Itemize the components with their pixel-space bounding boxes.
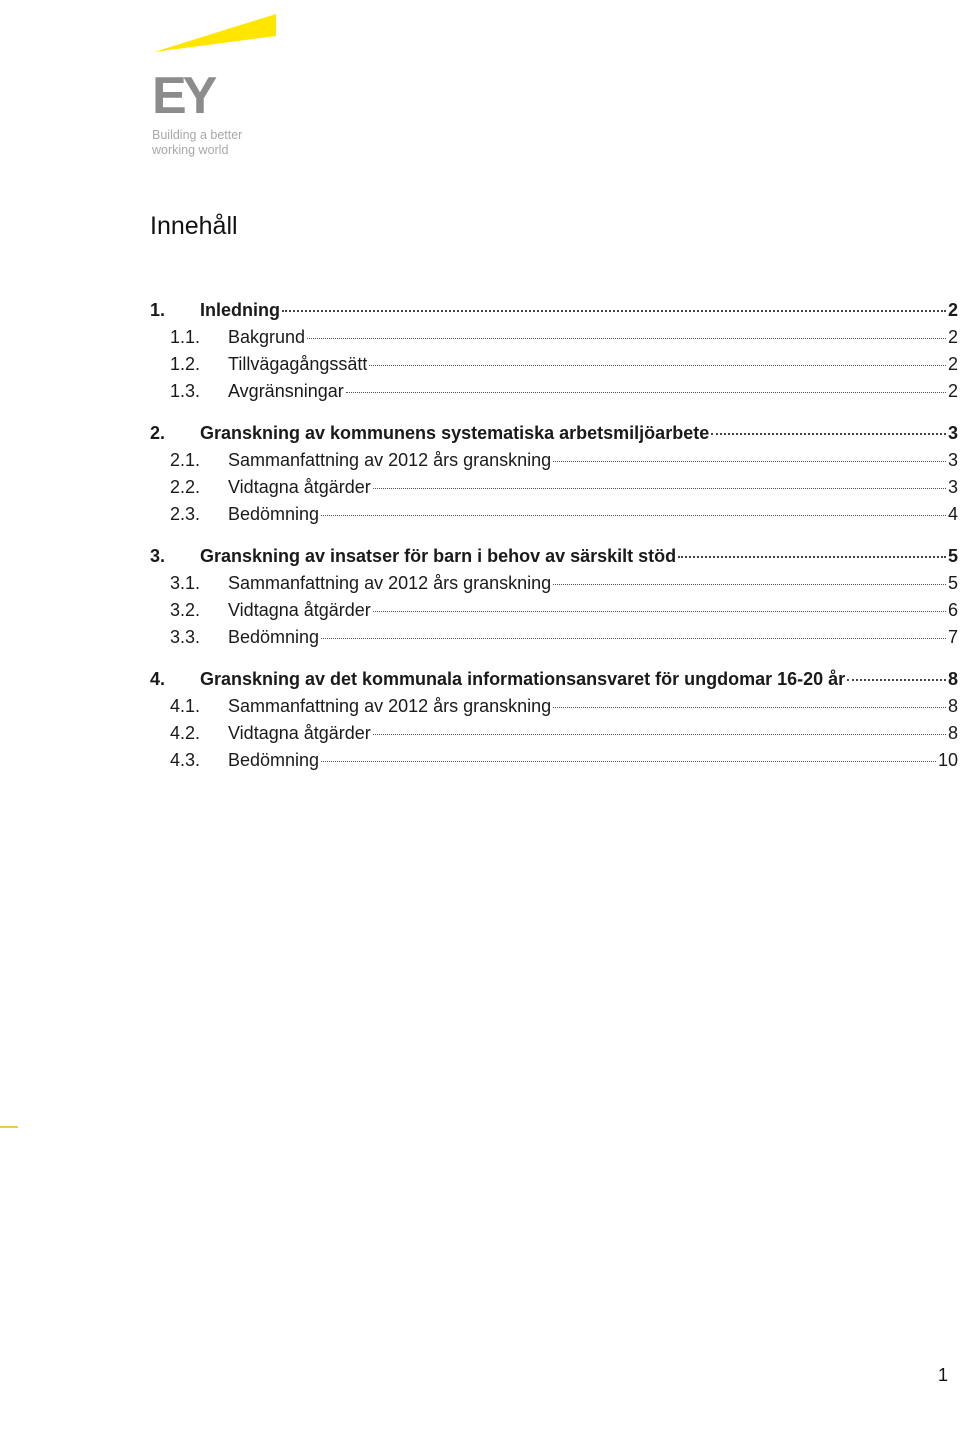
toc-entry-title: Bakgrund	[228, 327, 306, 347]
toc-dot-leader	[847, 675, 946, 681]
toc-entry-page: 4	[947, 504, 958, 524]
toc-dot-leader	[711, 429, 946, 435]
toc-dot-leader	[678, 552, 946, 558]
ey-tagline: Building a better working world	[152, 128, 243, 157]
toc-heading: Innehåll	[150, 212, 238, 240]
toc-entry-number: 1.3.	[170, 381, 201, 401]
toc-entry-number: 3.2.	[170, 600, 201, 620]
toc-entry-number: 1.	[150, 300, 166, 320]
margin-mark	[0, 1126, 18, 1128]
toc-section	[150, 419, 960, 528]
toc-entry-page: 8	[947, 723, 958, 743]
toc-entry-number: 4.3.	[170, 750, 201, 770]
toc-entry-title: Vidtagna åtgärder	[228, 477, 371, 497]
toc-entry-title: Sammanfattning av 2012 års granskning	[228, 696, 552, 716]
toc-subsection-entry[interactable]	[150, 747, 960, 774]
toc-chapter-entry[interactable]	[150, 296, 960, 324]
toc-section	[150, 542, 960, 651]
toc-entry-page: 5	[947, 546, 958, 566]
toc-entry-page: 3	[947, 450, 958, 470]
toc-entry-title: Bedömning	[228, 627, 320, 647]
toc-entry-number: 1.2.	[170, 354, 201, 374]
toc-dot-leader	[369, 361, 946, 366]
toc-entry-title: Sammanfattning av 2012 års granskning	[228, 573, 552, 593]
toc-entry-number: 2.2.	[170, 477, 201, 497]
toc-dot-leader	[373, 730, 946, 735]
toc-entry-page: 2	[947, 381, 958, 401]
toc-subsection-entry[interactable]	[150, 693, 960, 720]
toc-entry-number: 2.1.	[170, 450, 201, 470]
toc-entry-title: Vidtagna åtgärder	[228, 723, 371, 743]
toc-section	[150, 296, 960, 405]
toc-entry-page: 6	[947, 600, 958, 620]
toc-dot-leader	[321, 511, 946, 516]
toc-entry-page: 8	[947, 669, 958, 689]
toc-entry-title: Sammanfattning av 2012 års granskning	[228, 450, 552, 470]
toc-section	[150, 665, 960, 774]
toc-dot-leader	[307, 334, 946, 339]
toc-subsection-entry[interactable]	[150, 624, 960, 651]
toc-entry-number: 1.1.	[170, 327, 201, 347]
toc-entry-title: Bedömning	[228, 504, 320, 524]
toc-entry-number: 2.	[150, 423, 166, 443]
toc-entry-page: 2	[947, 300, 958, 320]
toc-dot-leader	[373, 484, 946, 489]
toc-entry-title: Tillvägagångssätt	[228, 354, 368, 374]
toc-entry-page: 7	[947, 627, 958, 647]
toc-entry-title: Avgränsningar	[228, 381, 344, 401]
toc-chapter-entry[interactable]	[150, 419, 960, 447]
toc-dot-leader	[321, 634, 946, 639]
ey-mark: EY	[152, 67, 214, 125]
toc-subsection-entry[interactable]	[150, 324, 960, 351]
toc-subsection-entry[interactable]	[150, 501, 960, 528]
toc-subsection-entry[interactable]	[150, 351, 960, 378]
toc-subsection-entry[interactable]	[150, 570, 960, 597]
toc-entry-number: 3.1.	[170, 573, 201, 593]
toc-dot-leader	[282, 306, 946, 312]
toc-dot-leader	[346, 388, 946, 393]
toc-dot-leader	[321, 757, 936, 762]
toc-dot-leader	[373, 607, 946, 612]
table-of-contents	[150, 296, 960, 788]
toc-subsection-entry[interactable]	[150, 597, 960, 624]
toc-entry-page: 3	[947, 423, 958, 443]
toc-entry-number: 4.	[150, 669, 166, 689]
toc-chapter-entry[interactable]	[150, 542, 960, 570]
toc-entry-title: Vidtagna åtgärder	[228, 600, 371, 620]
toc-entry-title: Granskning av kommunens systematiska arbetsmiljöarbete	[200, 423, 710, 443]
toc-subsection-entry[interactable]	[150, 474, 960, 501]
toc-entry-page: 5	[947, 573, 958, 593]
toc-chapter-entry[interactable]	[150, 665, 960, 693]
toc-entry-title: Granskning av insatser för barn i behov av särskilt stöd	[200, 546, 677, 566]
toc-entry-title: Inledning	[200, 300, 280, 320]
toc-entry-page: 2	[947, 327, 958, 347]
toc-entry-page: 2	[947, 354, 958, 374]
toc-subsection-entry[interactable]	[150, 720, 960, 747]
toc-entry-number: 3.3.	[170, 627, 201, 647]
toc-entry-number: 3.	[150, 546, 166, 566]
toc-subsection-entry[interactable]	[150, 447, 960, 474]
toc-dot-leader	[553, 703, 946, 708]
page-number: 1	[937, 1365, 948, 1385]
toc-entry-page: 8	[947, 696, 958, 716]
toc-entry-title: Granskning av det kommunala informationsansvaret för ungdomar 16-20 år	[200, 669, 846, 689]
toc-entry-page: 3	[947, 477, 958, 497]
toc-dot-leader	[553, 580, 946, 585]
toc-entry-number: 4.2.	[170, 723, 201, 743]
ey-logo	[150, 14, 290, 164]
toc-entry-title: Bedömning	[228, 750, 320, 770]
toc-entry-number: 4.1.	[170, 696, 201, 716]
toc-entry-number: 2.3.	[170, 504, 201, 524]
toc-entry-page: 10	[937, 750, 958, 770]
toc-subsection-entry[interactable]	[150, 378, 960, 405]
ey-beam-icon	[150, 14, 280, 64]
toc-dot-leader	[553, 457, 946, 462]
